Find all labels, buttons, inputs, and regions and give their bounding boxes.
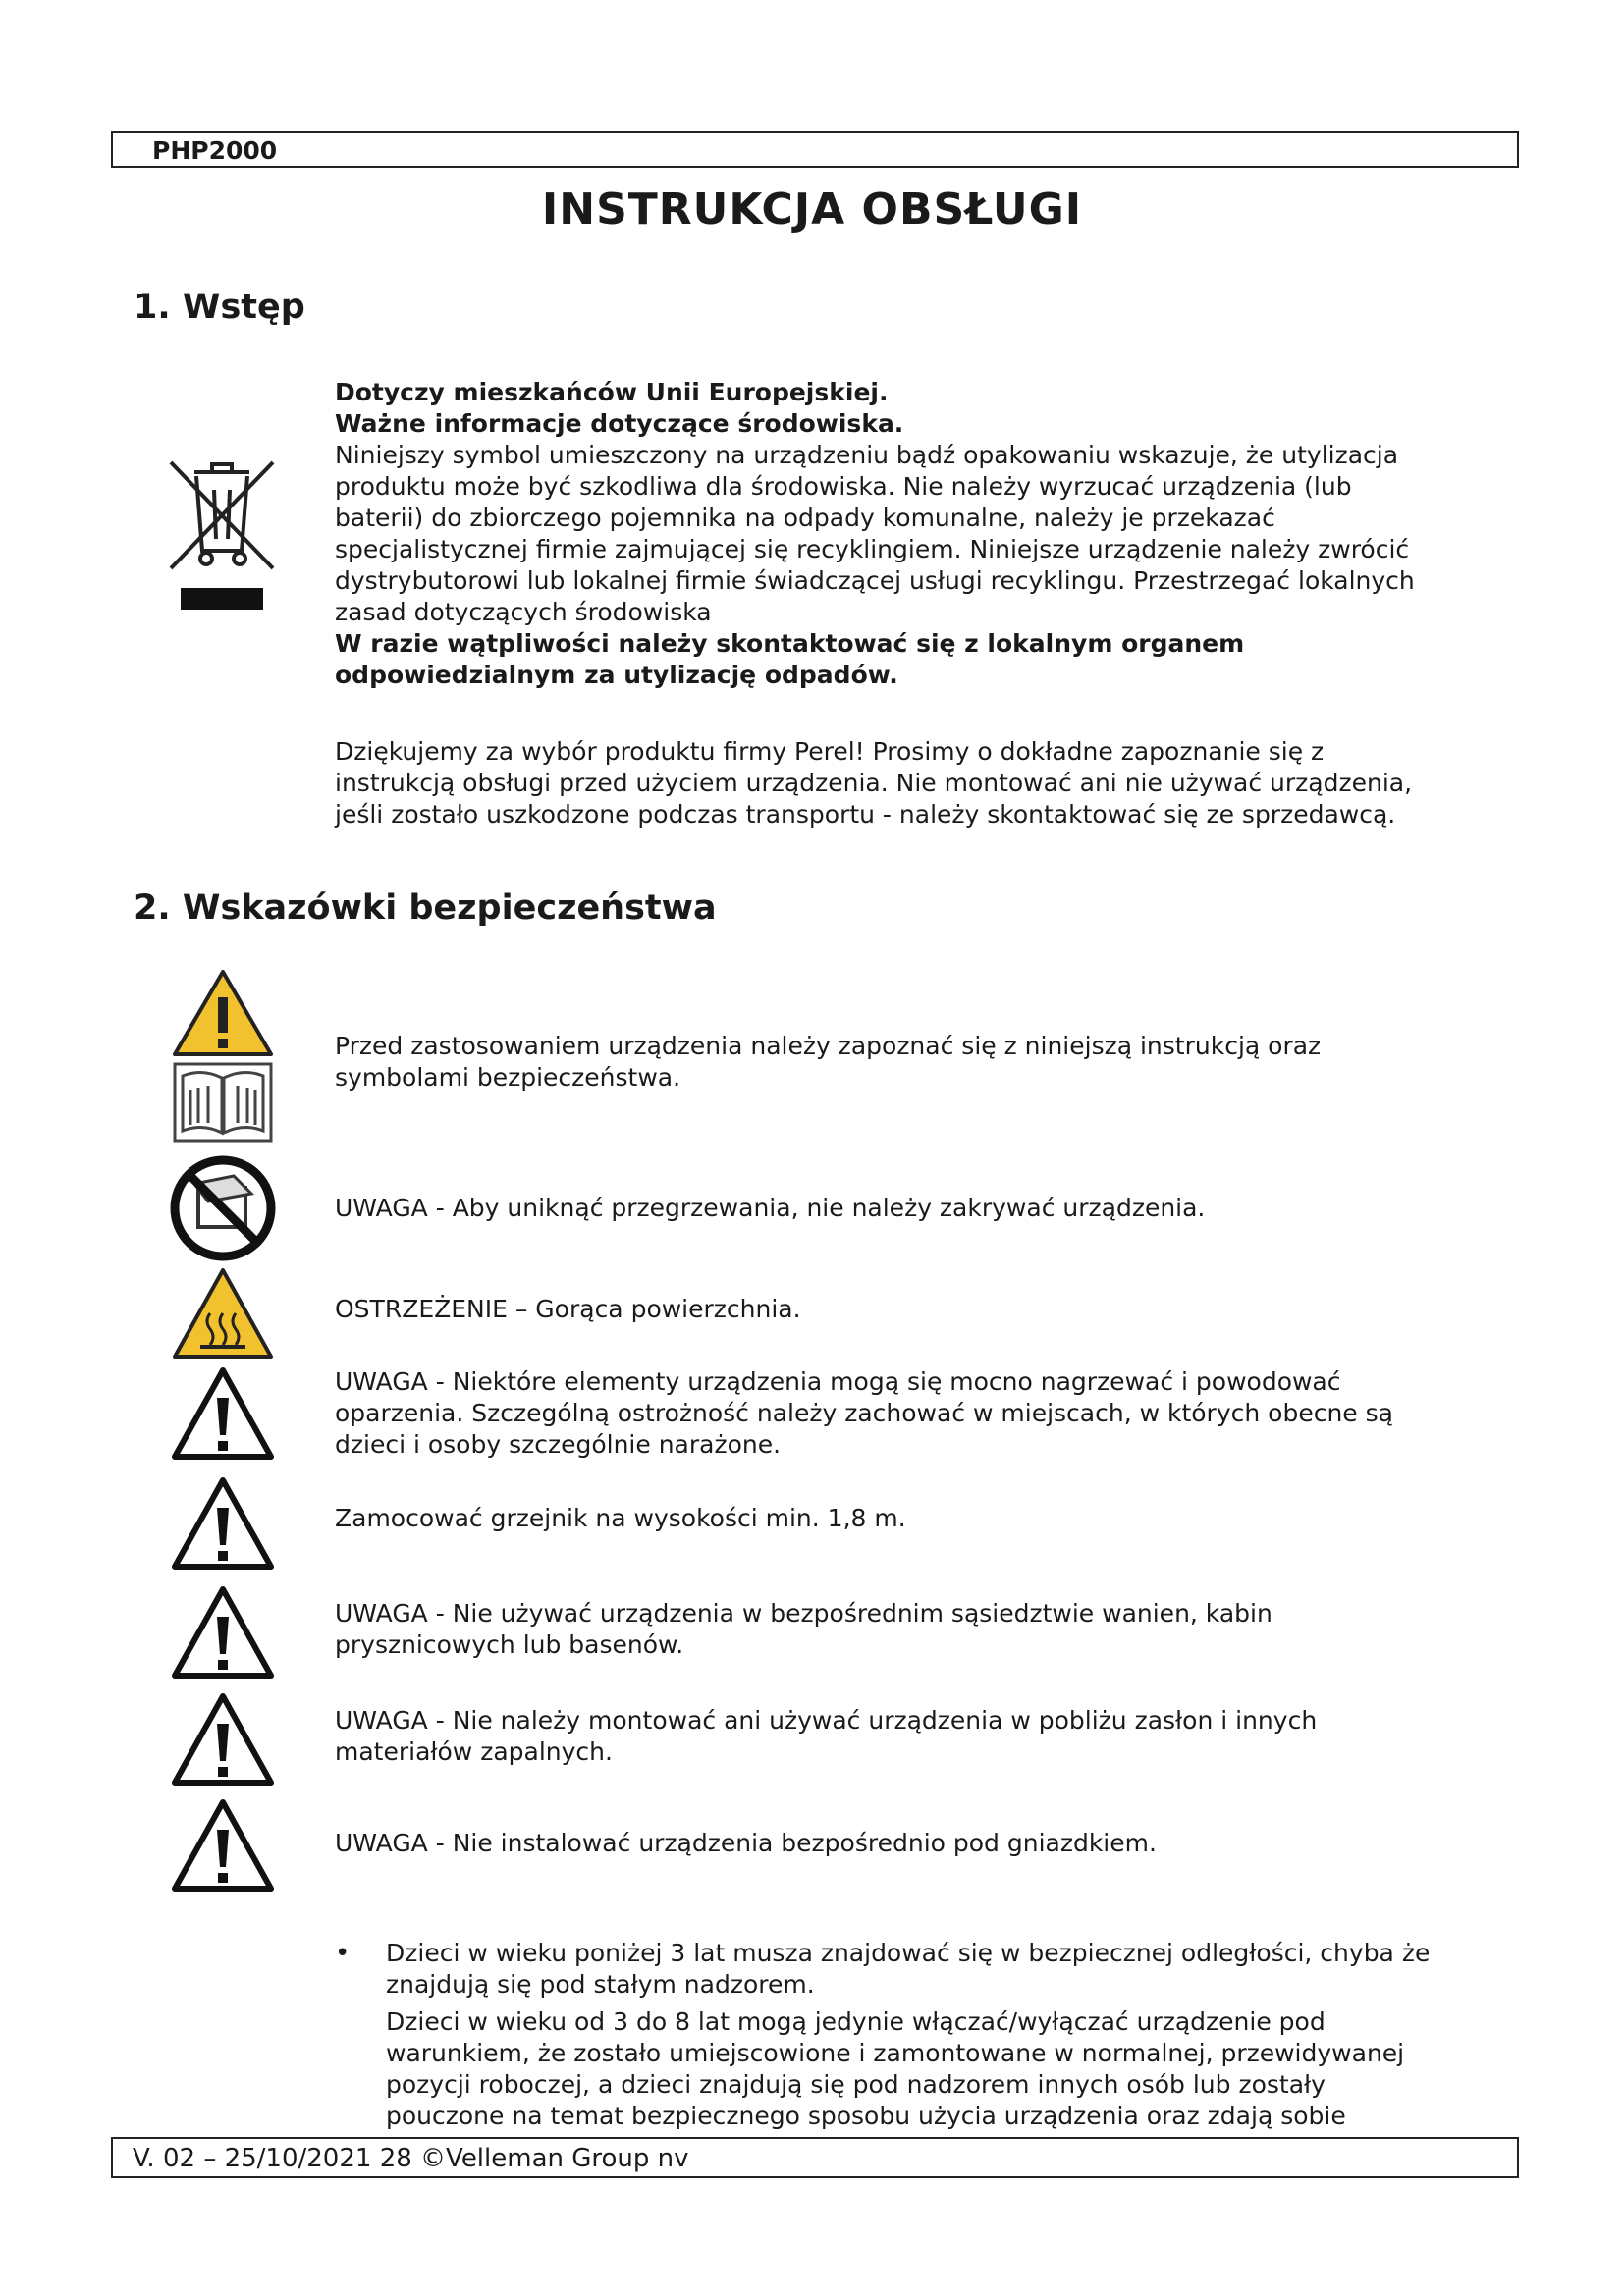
bullet-line: Dzieci w wieku poniżej 3 lat musza znajdować się w bezpiecznej odległości, chyba że: [386, 1939, 1431, 1967]
bullet-line: pozycji roboczej, a dzieci znajdują się pod nadzorem innych osób lub zostały: [386, 2070, 1326, 2099]
warning-line: UWAGA - Nie należy montować ani używać urządzenia w pobliżu zasłon i innych: [335, 1706, 1318, 1735]
page-header: [111, 131, 1519, 168]
warning-triangle-icon: [169, 1690, 277, 1789]
warning-line: oparzenia. Szczególną ostrożność należy zachować w miejscach, w których obecne są: [335, 1399, 1393, 1427]
warning-line: symbolami bezpieczeństwa.: [335, 1063, 681, 1092]
doubt-line: odpowiedzialnym za utylizację odpadów.: [335, 661, 898, 689]
bullet-paragraph: [386, 2006, 1493, 2132]
warning-line: UWAGA - Nie używać urządzenia w bezpośrednim sąsiedztwie wanien, kabin: [335, 1599, 1272, 1628]
eu-line-2: Ważne informacje dotyczące środowiska.: [335, 409, 904, 438]
model-number: PHP2000: [152, 136, 278, 165]
warning-triangle-icon: [169, 1583, 277, 1682]
bullet-line: pouczone na temat bezpiecznego sposobu użycia urządzenia oraz zdają sobie: [386, 2102, 1346, 2130]
warning-text: [335, 1828, 1493, 1859]
document-title: INSTRUKCJA OBSŁUGI: [541, 185, 1083, 235]
warning-triangle-icon: [169, 1474, 277, 1573]
weee-line: produktu może być szkodliwa dla środowiska. Nie należy wyrzucać urządzenia (lub: [335, 472, 1352, 501]
warning-text: [335, 1294, 1493, 1325]
thanks-line: jeśli zostało uszkodzone podczas transportu - należy skontaktować się ze sprzedawcą.: [335, 800, 1396, 828]
children-safety-bullet: [335, 1938, 1493, 2138]
bullet-marker: •: [335, 1939, 351, 1968]
doubt-line: W razie wątpliwości należy skontaktować się z lokalnym organem: [335, 629, 1245, 658]
weee-line: dystrybutorowi lub lokalnej firmie świadczącej usługi recyklingu. Przestrzegać lokalnych: [335, 566, 1415, 595]
weee-crossed-bin-icon: [167, 456, 277, 614]
warning-triangle-icon: [169, 1364, 277, 1463]
eu-line-1: Dotyczy mieszkańców Unii Europejskiej.: [335, 378, 889, 406]
weee-line: Niniejszy symbol umieszczony na urządzeniu bądź opakowaniu wskazuje, że utylizacja: [335, 441, 1399, 469]
footer-version: V. 02 – 25/10/2021 28 ©Velleman Group nv: [133, 2144, 689, 2173]
thanks-line: instrukcją obsługi przed użyciem urządzenia. Nie montować ani nie używać urządzenia,: [335, 769, 1413, 797]
warning-line: prysznicowych lub basenów.: [335, 1630, 684, 1659]
weee-line: zasad dotyczących środowiska: [335, 598, 712, 626]
warning-text: [335, 1598, 1493, 1661]
thanks-line: Dziękujemy za wybór produktu firmy Perel! Prosimy o dokładne zapoznanie się z: [335, 737, 1325, 766]
warning-line: Zamocować grzejnik na wysokości min. 1,8 m.: [335, 1504, 906, 1532]
thanks-paragraph: [335, 736, 1493, 830]
page-footer: [111, 2137, 1519, 2178]
warning-line: OSTRZEŻENIE – Gorąca powierzchnia.: [335, 1295, 801, 1323]
warning-text: [335, 1503, 1493, 1534]
section-1-heading: 1. Wstęp: [134, 288, 305, 327]
eu-notice: [335, 377, 1493, 691]
warning-text: [335, 1366, 1493, 1461]
bullet-line: znajdują się pod stałym nadzorem.: [386, 1970, 815, 1999]
warning-line: Przed zastosowaniem urządzenia należy zapoznać się z niniejszą instrukcją oraz: [335, 1032, 1322, 1060]
weee-line: specjalistycznej firmie zajmującej się recyklingiem. Niniejsze urządzenie należy zwrócić: [335, 535, 1410, 563]
warning-line: dzieci i osoby szczególnie narażone.: [335, 1430, 782, 1459]
warning-text: [335, 1193, 1493, 1224]
warning-triangle-icon: [169, 1796, 277, 1895]
section-2-heading: 2. Wskazówki bezpieczeństwa: [134, 888, 717, 928]
bullet-line: warunkiem, że zostało umiejscowione i zamontowane w normalnej, przewidywanej: [386, 2039, 1405, 2067]
warning-line: UWAGA - Nie instalować urządzenia bezpośrednio pod gniazdkiem.: [335, 1829, 1157, 1857]
hot-surface-icon: [169, 1266, 277, 1362]
warning-text: [335, 1031, 1493, 1094]
warning-line: materiałów zapalnych.: [335, 1737, 613, 1766]
bullet-paragraph: [386, 1938, 1493, 2001]
warning-line: UWAGA - Aby uniknąć przegrzewania, nie należy zakrywać urządzenia.: [335, 1194, 1206, 1222]
warning-text: [335, 1705, 1493, 1768]
warning-line: UWAGA - Niektóre elementy urządzenia mogą się mocno nagrzewać i powodować: [335, 1367, 1341, 1396]
do-not-cover-icon: [169, 1154, 277, 1262]
read-manual-warning-icon: [169, 968, 277, 1147]
bullet-line: Dzieci w wieku od 3 do 8 lat mogą jedynie włączać/wyłączać urządzenie pod: [386, 2007, 1326, 2036]
weee-line: baterii) do zbiorczego pojemnika na odpady komunalne, należy je przekazać: [335, 504, 1275, 532]
